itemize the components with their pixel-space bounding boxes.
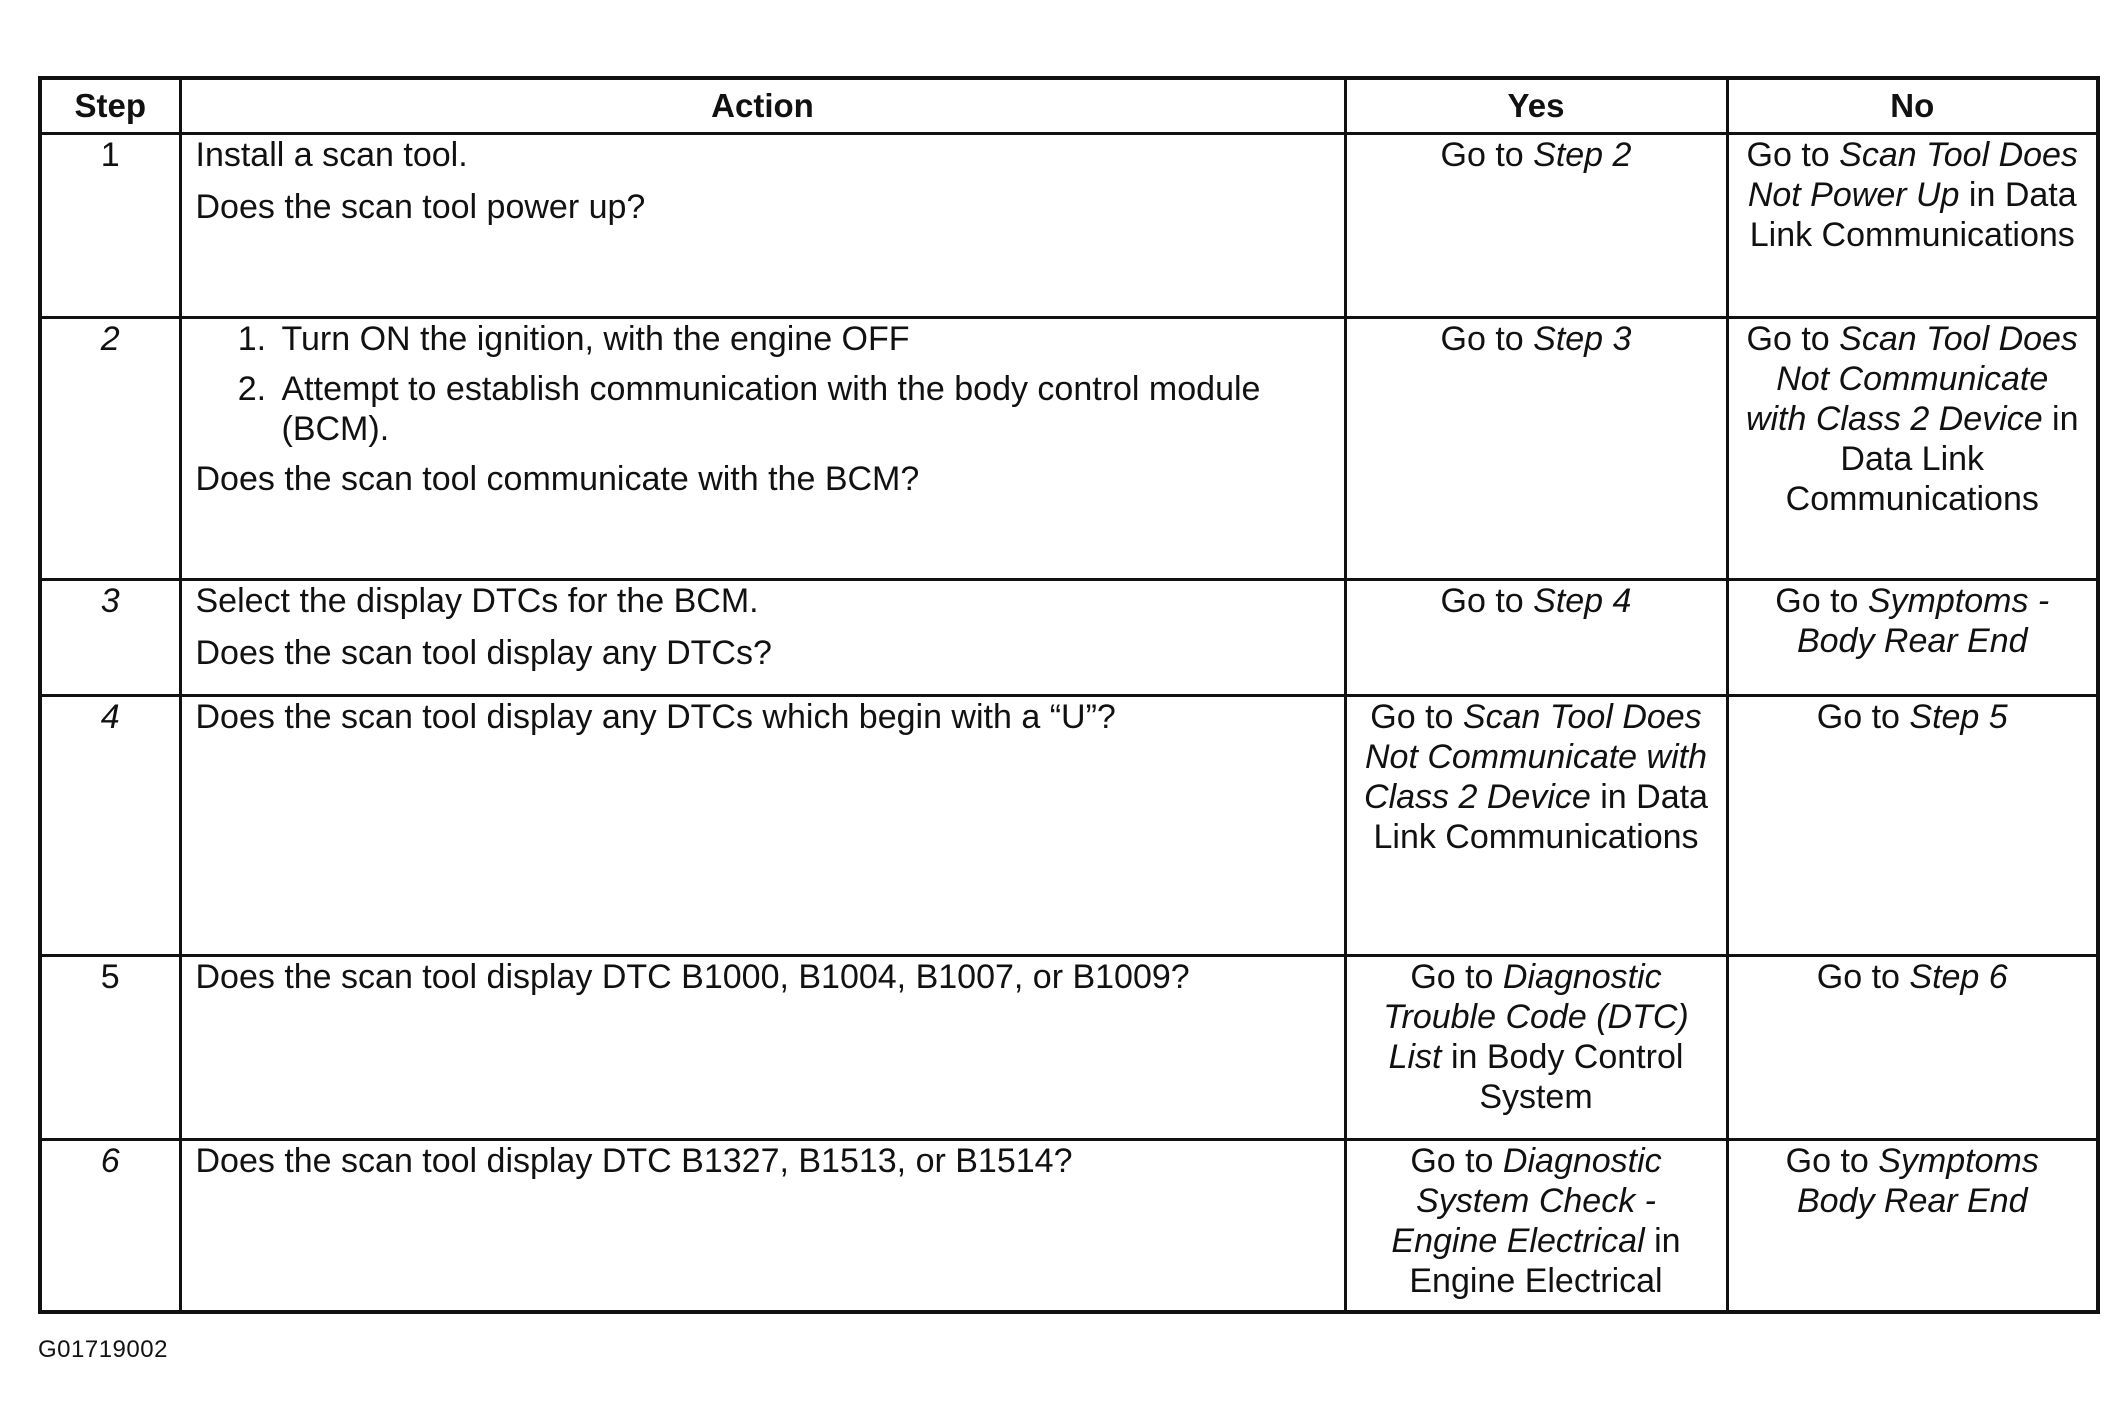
yes-link[interactable]: Step 3 bbox=[1533, 320, 1632, 358]
action-text: Install a scan tool. bbox=[195, 136, 468, 174]
yes-suffix: in Data Link Communications bbox=[1373, 778, 1708, 856]
yes-prefix: Go to bbox=[1440, 320, 1534, 358]
table-row bbox=[40, 696, 2098, 956]
yes-suffix: in Engine Electrical bbox=[1409, 1222, 1681, 1300]
no-cell bbox=[1727, 956, 2098, 1140]
step-number: 3 bbox=[40, 580, 180, 696]
action-question: Does the scan tool display DTC B1327, B1513, or B1514? bbox=[195, 1142, 1073, 1180]
header-action: Action bbox=[180, 78, 1345, 134]
no-cell bbox=[1727, 134, 2098, 318]
action-steps-list bbox=[196, 319, 1330, 449]
no-link[interactable]: Step 6 bbox=[1909, 958, 2008, 996]
diagnostic-table bbox=[38, 76, 2100, 1314]
header-no: No bbox=[1727, 78, 2098, 134]
no-prefix: Go to bbox=[1775, 582, 1868, 620]
no-suffix: in Data Link Communications bbox=[1785, 400, 2079, 518]
action-question: Does the scan tool display any DTCs? bbox=[195, 634, 772, 672]
action-question: Does the scan tool power up? bbox=[195, 188, 646, 226]
no-link[interactable]: Symptoms - Body Rear End bbox=[1796, 582, 2050, 660]
yes-prefix: Go to bbox=[1410, 1142, 1503, 1180]
action-text: Select the display DTCs for the BCM. bbox=[195, 582, 759, 620]
no-link[interactable]: Step 5 bbox=[1909, 698, 2008, 736]
table-row bbox=[40, 1140, 2098, 1312]
list-item: 2. Attempt to establish communication with the body control module (BCM). bbox=[276, 369, 1330, 449]
action-question: Does the scan tool communicate with the BCM? bbox=[195, 460, 920, 498]
yes-prefix: Go to bbox=[1440, 136, 1534, 174]
step-number: 6 bbox=[40, 1140, 180, 1312]
yes-cell bbox=[1345, 956, 1727, 1140]
no-prefix: Go to bbox=[1816, 958, 1910, 996]
yes-cell bbox=[1345, 134, 1727, 318]
no-cell bbox=[1727, 318, 2098, 580]
table-row bbox=[40, 580, 2098, 696]
yes-cell bbox=[1345, 318, 1727, 580]
no-prefix: Go to bbox=[1746, 320, 1840, 358]
yes-link[interactable]: Step 4 bbox=[1533, 582, 1632, 620]
yes-link[interactable]: Diagnostic System Check - Engine Electrical bbox=[1391, 1142, 1662, 1260]
no-suffix: in Data Link Communications bbox=[1749, 176, 2077, 254]
action-cell bbox=[180, 580, 1345, 696]
no-link[interactable]: Scan Tool Does Not Power Up bbox=[1747, 136, 2078, 214]
step-number: 5 bbox=[40, 956, 180, 1140]
yes-cell bbox=[1345, 1140, 1727, 1312]
yes-prefix: Go to bbox=[1370, 698, 1463, 736]
action-question: Does the scan tool display DTC B1000, B1004, B1007, or B1009? bbox=[195, 958, 1190, 996]
yes-prefix: Go to bbox=[1440, 582, 1534, 620]
header-yes: Yes bbox=[1345, 78, 1727, 134]
list-item: 1. Turn ON the ignition, with the engine OFF bbox=[276, 319, 1330, 359]
figure-id: G01719002 bbox=[38, 1336, 168, 1363]
step-number: 1 bbox=[40, 134, 180, 318]
action-question: Does the scan tool display any DTCs which begin with a “U”? bbox=[195, 698, 1116, 736]
no-link[interactable]: Symptoms Body Rear End bbox=[1796, 1142, 2039, 1220]
action-cell bbox=[180, 956, 1345, 1140]
table-row bbox=[40, 318, 2098, 580]
no-prefix: Go to bbox=[1746, 136, 1840, 174]
step-number: 2 bbox=[40, 318, 180, 580]
yes-cell bbox=[1345, 580, 1727, 696]
no-prefix: Go to bbox=[1785, 1142, 1879, 1180]
header-step: Step bbox=[40, 78, 180, 134]
no-cell bbox=[1727, 696, 2098, 956]
yes-prefix: Go to bbox=[1410, 958, 1503, 996]
no-link[interactable]: Scan Tool Does Not Communicate with Class 2 Device bbox=[1745, 320, 2078, 438]
yes-link[interactable]: Scan Tool Does Not Communicate with Class 2 Device bbox=[1364, 698, 1707, 816]
table-row bbox=[40, 134, 2098, 318]
table-row bbox=[40, 956, 2098, 1140]
header-row bbox=[40, 78, 2098, 134]
no-cell bbox=[1727, 1140, 2098, 1312]
action-cell bbox=[180, 318, 1345, 580]
no-cell bbox=[1727, 580, 2098, 696]
step-number: 4 bbox=[40, 696, 180, 956]
yes-suffix: in Body Control System bbox=[1441, 1038, 1684, 1116]
yes-cell bbox=[1345, 696, 1727, 956]
no-prefix: Go to bbox=[1816, 698, 1910, 736]
action-cell bbox=[180, 696, 1345, 956]
yes-link[interactable]: Step 2 bbox=[1533, 136, 1632, 174]
yes-link[interactable]: Diagnostic Trouble Code (DTC) List bbox=[1383, 958, 1689, 1076]
action-cell bbox=[180, 134, 1345, 318]
action-cell bbox=[180, 1140, 1345, 1312]
